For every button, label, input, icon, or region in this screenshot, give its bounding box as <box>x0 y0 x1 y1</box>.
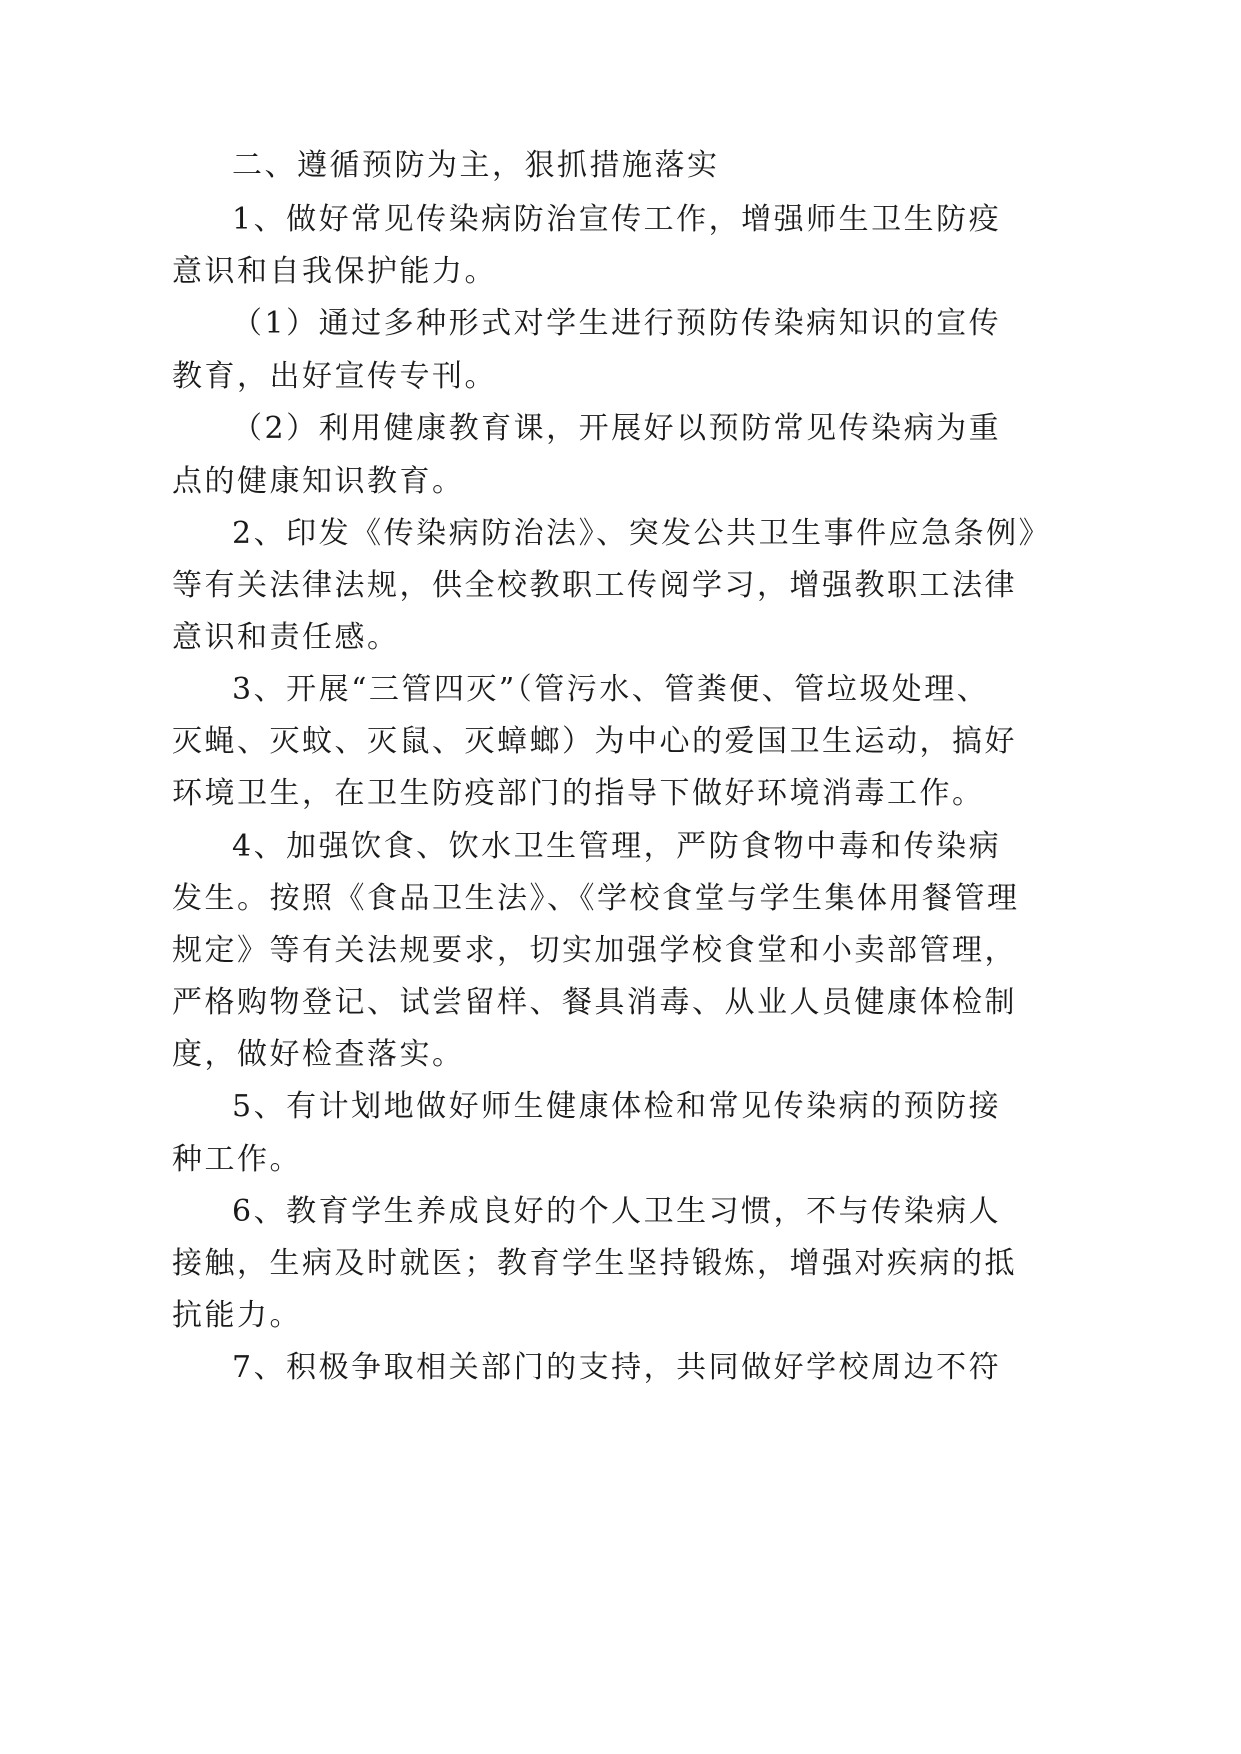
paragraph-line: 环境卫生，在卫生防疫部门的指导下做好环境消毒工作。 <box>172 776 985 811</box>
paragraph-line: 意识和自我保护能力。 <box>172 254 497 289</box>
paragraph-line: 5、有计划地做好师生健康体检和常见传染病的预防接 <box>232 1089 1002 1124</box>
paragraph-line: 发生。按照《食品卫生法》、《学校食堂与学生集体用餐管理 <box>172 881 1020 916</box>
paragraph-line: 2、印发《传染病防治法》、突发公共卫生事件应急条例》 <box>232 516 1052 551</box>
paragraph-line: 抗能力。 <box>172 1298 302 1333</box>
paragraph-line: 3、开展“三管四灭”（管污水、管粪便、管垃圾处理、 <box>232 672 990 707</box>
section-heading: 二、遵循预防为主，狠抓措施落实 <box>232 148 720 183</box>
paragraph-line: 度，做好检查落实。 <box>172 1037 465 1072</box>
paragraph-line: 严格购物登记、试尝留样、餐具消毒、从业人员健康体检制 <box>172 985 1017 1020</box>
paragraph-line: 规定》等有关法规要求，切实加强学校食堂和小卖部管理， <box>172 933 1017 968</box>
paragraph-line: 4、加强饮食、饮水卫生管理，严防食物中毒和传染病 <box>232 829 1002 864</box>
paragraph-line: 接触，生病及时就医；教育学生坚持锻炼，增强对疾病的抵 <box>172 1246 1017 1281</box>
paragraph-line: 灭蝇、灭蚊、灭鼠、灭蟑螂）为中心的爱国卫生运动，搞好 <box>172 724 1017 759</box>
paragraph-line: 点的健康知识教育。 <box>172 464 465 499</box>
paragraph-line: 6、教育学生养成良好的个人卫生习惯，不与传染病人 <box>232 1194 1002 1229</box>
paragraph-line: 等有关法律法规，供全校教职工传阅学习，增强教职工法律 <box>172 568 1017 603</box>
paragraph-line: 意识和责任感。 <box>172 620 400 655</box>
paragraph-line: 7、积极争取相关部门的支持，共同做好学校周边不符 <box>232 1350 1002 1385</box>
paragraph-line: 种工作。 <box>172 1142 302 1177</box>
paragraph-line: （1）通过多种形式对学生进行预防传染病知识的宣传 <box>232 306 1002 341</box>
paragraph-line: 教育，出好宣传专刊。 <box>172 359 497 394</box>
paragraph-line: 1、做好常见传染病防治宣传工作，增强师生卫生防疫 <box>232 202 1002 237</box>
paragraph-line: （2）利用健康教育课，开展好以预防常见传染病为重 <box>232 411 1002 446</box>
